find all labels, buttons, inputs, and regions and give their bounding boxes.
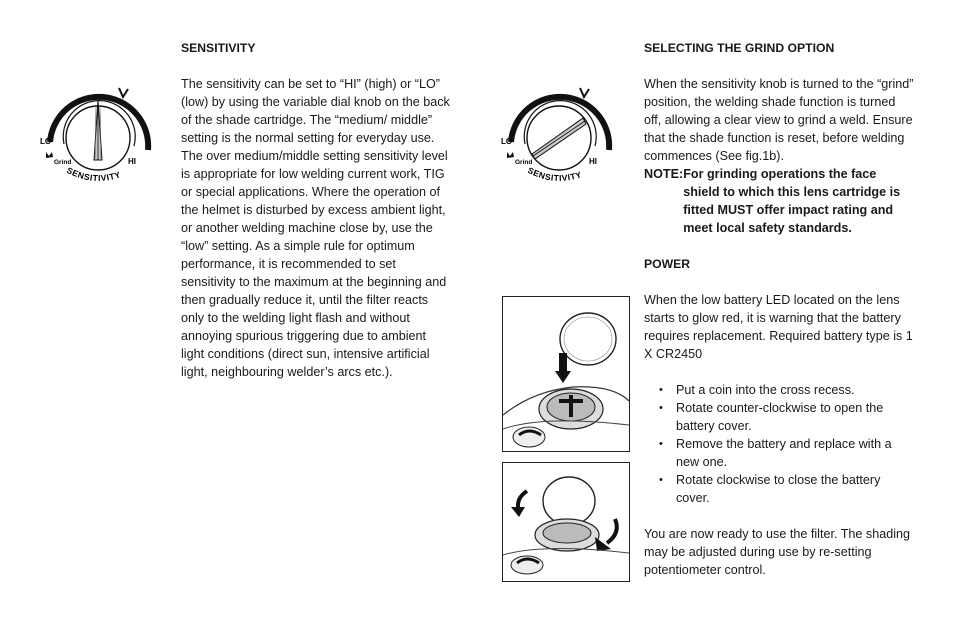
- note-label: NOTE:: [644, 167, 684, 181]
- sensitivity-dial-figure-grind: [497, 82, 621, 192]
- dial-grind-label: Grind: [515, 159, 533, 166]
- dial-hi-label: HI: [589, 157, 597, 166]
- list-item: • Rotate counter-clockwise to open the battery cover.: [644, 399, 916, 435]
- battery-rotate-illustration: [502, 462, 630, 582]
- dial-sensitivity-label: SENSITIVITY: [526, 164, 584, 184]
- power-body: When the low battery LED located on the lens starts to glow red, it is warning that the battery requires replacement. Required battery type is 1 X CR2450: [644, 293, 913, 361]
- list-item: • Rotate clockwise to close the battery cover.: [644, 471, 916, 507]
- power-heading: POWER: [644, 257, 691, 271]
- battery-steps-list: [644, 381, 916, 507]
- sensitivity-body: The sensitivity can be set to “HI” (high) or “LO” (low) by using the variable dial knob on the back of the shade cartridge. The “medium/ middle” setting is the normal setting for everyday use. The over medium/middle setting sensitivity level is appropriate for low welding current work, TIG or special applications. Where the operation of the helmet is disturbed by excess ambient light, or another welding machine close by, use the “low” setting. As a simple rule for optimum performance, it is recommended to set sensitivity to the maximum at the beginning and then gradually reduce it, until the filter reacts only to the welding light flash and without annoying spurious triggering due to ambient light conditions (direct sun, intensive artificial light, neighbouring welder’s arcs etc.).: [181, 77, 450, 379]
- dial-sensitivity-label: SENSITIVITY: [65, 164, 123, 184]
- dial-lo-label: LO: [40, 137, 52, 146]
- grind-body: When the sensitivity knob is turned to the “grind” position, the welding shade function is turned off, allowing a clear view to grind a weld. Ensure that the shade function is reset, before welding commences (See fig.1b).: [644, 77, 914, 163]
- grind-power-section: [644, 39, 916, 579]
- note-text: For grinding operations the face shield to which this lens cartridge is fitted MUST offer impact rating and meet local safety standards.: [683, 167, 901, 235]
- sensitivity-dial-figure-medium: [36, 82, 160, 192]
- sensitivity-heading: SENSITIVITY: [181, 41, 256, 55]
- battery-insert-illustration: [502, 296, 630, 452]
- sensitivity-section: [181, 39, 451, 381]
- dial-lo-label: LO: [501, 137, 513, 146]
- power-closing: You are now ready to use the filter. The shading may be adjusted during use by re-setting potentiometer control.: [644, 527, 911, 577]
- dial-hi-label: HI: [128, 157, 136, 166]
- grind-heading: SELECTING THE GRIND OPTION: [644, 41, 835, 55]
- list-item: • Remove the battery and replace with a new one.: [644, 435, 916, 471]
- list-item: • Put a coin into the cross recess.: [644, 381, 916, 399]
- dial-grind-label: Grind: [54, 159, 72, 166]
- grind-note: [644, 165, 916, 237]
